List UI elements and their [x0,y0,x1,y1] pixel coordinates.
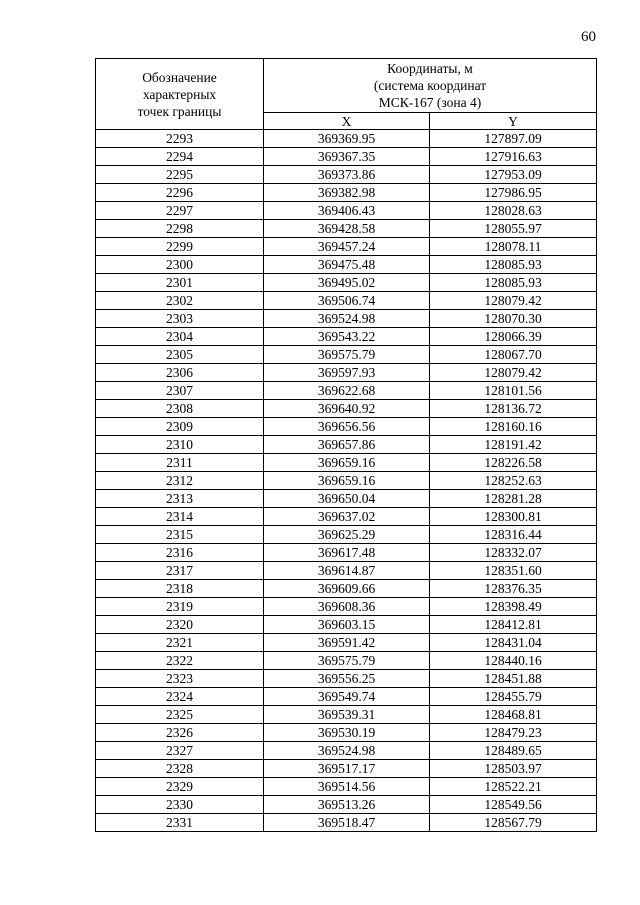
y-coordinate-cell: 128028.63 [430,202,597,220]
table-row [96,706,597,724]
y-coordinate-cell: 127953.09 [430,166,597,184]
y-coordinate-cell: 128067.70 [430,346,597,364]
y-coordinate-cell: 128160.16 [430,418,597,436]
point-id-cell: 2328 [96,760,264,778]
x-coordinate-cell: 369367.35 [264,148,430,166]
y-coordinate-cell: 128412.81 [430,616,597,634]
coordinates-header-line: (система координат [373,78,487,93]
x-coordinate-cell: 369518.47 [264,814,430,832]
point-id-cell: 2329 [96,778,264,796]
y-coordinate-cell: 128332.07 [430,544,597,562]
table-row [96,256,597,274]
point-id-cell: 2314 [96,508,264,526]
table-row [96,544,597,562]
x-coordinate-cell: 369650.04 [264,490,430,508]
point-id-cell: 2310 [96,436,264,454]
x-coordinate-cell: 369428.58 [264,220,430,238]
x-coordinate-cell: 369622.68 [264,382,430,400]
designation-header-line: точек границы [137,103,222,119]
table-row [96,760,597,778]
x-coordinate-cell: 369614.87 [264,562,430,580]
table-row [96,670,597,688]
y-coordinate-cell: 128070.30 [430,310,597,328]
point-id-cell: 2322 [96,652,264,670]
y-coordinate-cell: 127897.09 [430,130,597,148]
table-row [96,346,597,364]
coordinates-header [264,59,597,113]
y-coordinate-cell: 128085.93 [430,274,597,292]
point-id-cell: 2330 [96,796,264,814]
x-coordinate-cell: 369495.02 [264,274,430,292]
point-id-cell: 2324 [96,688,264,706]
y-coordinate-cell: 128468.81 [430,706,597,724]
point-id-cell: 2320 [96,616,264,634]
point-id-cell: 2301 [96,274,264,292]
coordinates-table [95,58,597,832]
table-row [96,508,597,526]
table-row [96,724,597,742]
y-coordinate-cell: 128226.58 [430,454,597,472]
y-coordinate-cell: 128522.21 [430,778,597,796]
y-coordinate-cell: 128136.72 [430,400,597,418]
table-row [96,814,597,832]
point-id-cell: 2312 [96,472,264,490]
x-coordinate-cell: 369514.56 [264,778,430,796]
x-coordinate-cell: 369637.02 [264,508,430,526]
y-coordinate-cell: 128431.04 [430,634,597,652]
table-row [96,220,597,238]
table-row [96,778,597,796]
x-coordinate-cell: 369369.95 [264,130,430,148]
y-coordinate-cell: 128398.49 [430,598,597,616]
y-coordinate-cell: 128085.93 [430,256,597,274]
designation-header-line: Обозначение [142,69,217,85]
point-id-cell: 2300 [96,256,264,274]
point-id-cell: 2326 [96,724,264,742]
x-coordinate-cell: 369603.15 [264,616,430,634]
y-coordinate-cell: 128078.11 [430,238,597,256]
x-coordinate-cell: 369608.36 [264,598,430,616]
point-id-cell: 2306 [96,364,264,382]
x-coordinate-cell: 369556.25 [264,670,430,688]
table-row [96,688,597,706]
y-coordinate-cell: 128316.44 [430,526,597,544]
y-coordinate-cell: 128549.56 [430,796,597,814]
point-id-cell: 2317 [96,562,264,580]
table-row [96,202,597,220]
x-coordinate-cell: 369575.79 [264,346,430,364]
x-coordinate-cell: 369657.86 [264,436,430,454]
x-coordinate-cell: 369457.24 [264,238,430,256]
point-id-cell: 2331 [96,814,264,832]
point-id-cell: 2319 [96,598,264,616]
x-coordinate-cell: 369475.48 [264,256,430,274]
x-coordinate-cell: 369659.16 [264,454,430,472]
table-header [96,59,597,130]
point-id-cell: 2325 [96,706,264,724]
y-coordinate-cell: 128489.65 [430,742,597,760]
point-id-cell: 2304 [96,328,264,346]
x-coordinate-cell: 369617.48 [264,544,430,562]
y-coordinate-cell: 128376.35 [430,580,597,598]
point-id-cell: 2297 [96,202,264,220]
x-coordinate-cell: 369517.17 [264,760,430,778]
x-coordinate-cell: 369609.66 [264,580,430,598]
point-id-cell: 2327 [96,742,264,760]
x-coordinate-cell: 369539.31 [264,706,430,724]
x-coordinate-cell: 369625.29 [264,526,430,544]
table-row [96,616,597,634]
point-id-cell: 2313 [96,490,264,508]
table-row [96,364,597,382]
table-row [96,310,597,328]
table-row [96,148,597,166]
x-coordinate-cell: 369656.56 [264,418,430,436]
table-row [96,436,597,454]
x-coordinate-cell: 369575.79 [264,652,430,670]
table-row [96,274,597,292]
point-id-cell: 2295 [96,166,264,184]
y-coordinate-cell: 128101.56 [430,382,597,400]
y-column-header: Y [430,113,597,130]
point-id-cell: 2299 [96,238,264,256]
table-row [96,418,597,436]
point-id-cell: 2294 [96,148,264,166]
point-id-cell: 2307 [96,382,264,400]
y-coordinate-cell: 128281.28 [430,490,597,508]
table-row [96,400,597,418]
table-row [96,130,597,148]
table-row [96,490,597,508]
point-id-cell: 2305 [96,346,264,364]
table-row [96,580,597,598]
x-coordinate-cell: 369530.19 [264,724,430,742]
y-coordinate-cell: 128351.60 [430,562,597,580]
y-coordinate-cell: 128455.79 [430,688,597,706]
x-coordinate-cell: 369524.98 [264,310,430,328]
x-coordinate-cell: 369640.92 [264,400,430,418]
table-row [96,166,597,184]
y-coordinate-cell: 128440.16 [430,652,597,670]
table-row [96,382,597,400]
x-coordinate-cell: 369524.98 [264,742,430,760]
y-coordinate-cell: 128079.42 [430,292,597,310]
x-coordinate-cell: 369382.98 [264,184,430,202]
point-id-cell: 2311 [96,454,264,472]
designation-header [96,59,264,130]
y-coordinate-cell: 128567.79 [430,814,597,832]
table-row [96,598,597,616]
point-id-cell: 2316 [96,544,264,562]
point-id-cell: 2298 [96,220,264,238]
y-coordinate-cell: 128055.97 [430,220,597,238]
x-column-header: X [264,113,430,130]
table-row [96,652,597,670]
coordinates-header-line: МСК-167 (зона 4) [378,95,482,110]
table-row [96,184,597,202]
point-id-cell: 2309 [96,418,264,436]
table-row [96,796,597,814]
x-coordinate-cell: 369543.22 [264,328,430,346]
point-id-cell: 2323 [96,670,264,688]
y-coordinate-cell: 128300.81 [430,508,597,526]
y-coordinate-cell: 127916.63 [430,148,597,166]
y-coordinate-cell: 127986.95 [430,184,597,202]
x-coordinate-cell: 369406.43 [264,202,430,220]
point-id-cell: 2318 [96,580,264,598]
point-id-cell: 2303 [96,310,264,328]
y-coordinate-cell: 128079.42 [430,364,597,382]
table-body [96,130,597,832]
point-id-cell: 2296 [96,184,264,202]
x-coordinate-cell: 369597.93 [264,364,430,382]
y-coordinate-cell: 128479.23 [430,724,597,742]
designation-header-line: характерных [142,86,217,102]
point-id-cell: 2293 [96,130,264,148]
point-id-cell: 2302 [96,292,264,310]
y-coordinate-cell: 128451.88 [430,670,597,688]
table-row [96,238,597,256]
y-coordinate-cell: 128066.39 [430,328,597,346]
page-number: 60 [581,29,596,45]
y-coordinate-cell: 128503.97 [430,760,597,778]
x-coordinate-cell: 369659.16 [264,472,430,490]
x-coordinate-cell: 369591.42 [264,634,430,652]
x-coordinate-cell: 369506.74 [264,292,430,310]
table-row [96,454,597,472]
table-row [96,634,597,652]
coordinates-header-line: Координаты, м [387,61,473,76]
point-id-cell: 2308 [96,400,264,418]
y-coordinate-cell: 128191.42 [430,436,597,454]
x-coordinate-cell: 369513.26 [264,796,430,814]
table-row [96,472,597,490]
table-row [96,526,597,544]
y-coordinate-cell: 128252.63 [430,472,597,490]
x-coordinate-cell: 369373.86 [264,166,430,184]
table-row [96,292,597,310]
x-coordinate-cell: 369549.74 [264,688,430,706]
table-row [96,742,597,760]
point-id-cell: 2321 [96,634,264,652]
point-id-cell: 2315 [96,526,264,544]
table-row [96,562,597,580]
table-row [96,328,597,346]
